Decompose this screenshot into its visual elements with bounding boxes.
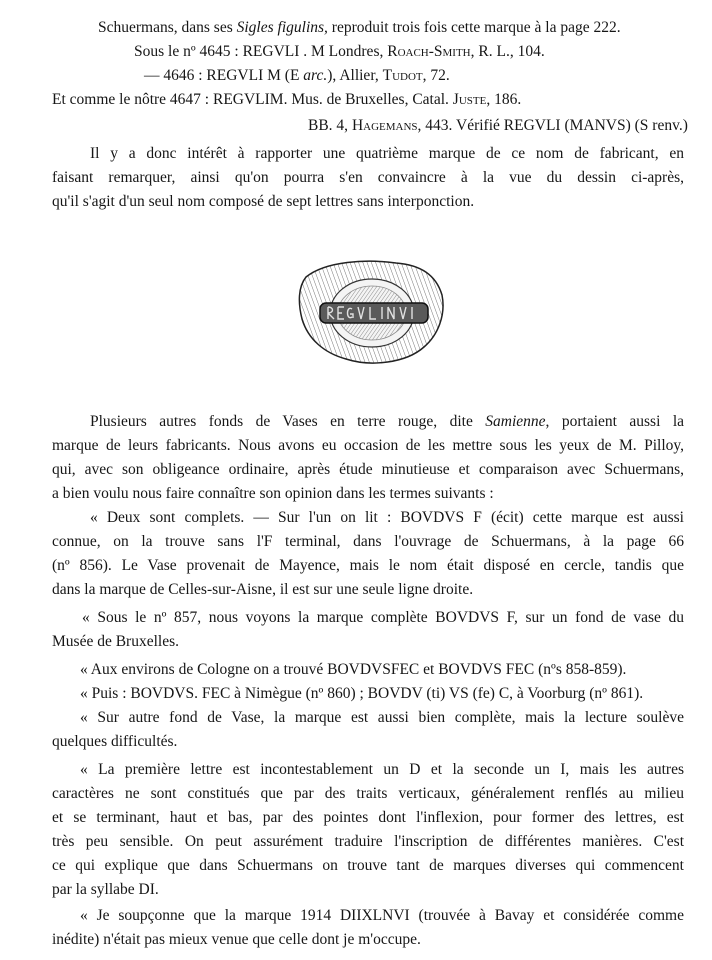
- quote-857-l2: [52, 632, 179, 652]
- quote-puis: [80, 684, 643, 704]
- text: caractères ne sont constitués que par des traits verticaux, généralement renflés au milieu: [52, 785, 684, 802]
- text: Plusieurs autres fonds de Vases en terre rouge, dite: [90, 413, 486, 430]
- text: « Puis : BOVDVS. FEC à Nimègue (nº 860) ; BOVDV (ti) VS (fe) C, à Voorburg (nº 861).: [80, 685, 644, 702]
- quote-sur-autre-l2: [52, 732, 177, 752]
- text: qu'il s'agit d'un seul nom composé de sept lettres sans interponction.: [52, 193, 475, 210]
- text: « Aux environs de Cologne on a trouvé BOVDVSFEC et BOVDVS FEC (nºs 858-859).: [80, 661, 627, 678]
- text: « Je soupçonne que la marque 1914 DIIXLNVI (trouvée à Bavay et considérée comme: [80, 907, 684, 924]
- quote-deux-l1: [52, 508, 684, 528]
- line-schuermans-ref: [98, 18, 621, 38]
- quote-sur-autre-l1: [52, 708, 684, 728]
- quote-deux-l4: [52, 580, 473, 600]
- text: quelques difficultés.: [52, 733, 178, 750]
- quote-premiere-l4: [52, 832, 684, 852]
- paragraph-plusieurs-l1: [52, 412, 684, 432]
- text: « La première lettre est incontestablement un D et la seconde un I, mais les autres: [80, 761, 684, 778]
- text: , 443. Vérifié REGVLI (MANVS) (S renv.): [417, 117, 688, 134]
- text: Musée de Bruxelles.: [52, 633, 179, 650]
- quote-deux-l2: [52, 532, 684, 552]
- text: Et comme le nôtre 4647 : REGVLIM. Mus. de Bruxelles, Catal.: [52, 91, 453, 108]
- text: et se terminant, haut et bas, par des pointes dont l'inflexion, pour former des lettres, est: [52, 809, 684, 826]
- text: Il y a donc intérêt à rapporter une quatrième marque de ce nom de fabricant, en: [90, 145, 684, 162]
- quote-premiere-l5: [52, 856, 684, 876]
- author-name: Roach-Smith: [387, 43, 471, 60]
- text: par la syllabe DI.: [52, 881, 159, 898]
- text: Sous le nº 4645 : REGVLI . M Londres,: [134, 43, 388, 60]
- text: marque de leurs fabricants. Nous avons eu occasion de les mettre sous les yeux de M. Pilloy,: [52, 437, 684, 454]
- quote-premiere-l1: [52, 760, 684, 780]
- text: « Deux sont complets. — Sur l'un on lit : BOVDVS F (écit) cette marque est aussi: [90, 509, 684, 526]
- text: a bien voulu nous faire connaître son opinion dans les termes suivants :: [52, 485, 494, 502]
- text: , 72.: [422, 67, 450, 84]
- paragraph-plusieurs-l3: [52, 460, 684, 480]
- paragraph-plusieurs-l2: [52, 436, 684, 456]
- quote-857-l1: [52, 608, 684, 628]
- text: ce qui explique que dans Schuermans on trouve tant de marques diverses qui commencent: [52, 857, 684, 874]
- quote-soupconne-l2: [52, 930, 421, 950]
- text: , R. L., 104.: [470, 43, 545, 60]
- text: connue, on la trouve sans l'F terminal, dans l'ouvrage de Schuermans, à la page 66: [52, 533, 684, 550]
- term-samienne: Samienne: [485, 413, 546, 430]
- paragraph-interet: [52, 144, 684, 164]
- book-title: Sigles figulins,: [236, 19, 328, 36]
- text: qui, avec son obligeance ordinaire, après étude minutieuse et comparaison avec Schuermans,: [52, 461, 684, 478]
- potter-stamp-drawing: [296, 255, 446, 370]
- quote-cologne: [80, 660, 626, 680]
- text: — 4646 : REGVLI M (E: [144, 67, 304, 84]
- text: très peu sensible. On peut assurément traduire l'inscription de différentes manières. C'est: [52, 833, 684, 850]
- paragraph-interet-line2: [52, 168, 684, 188]
- line-entry-4647: [52, 90, 521, 110]
- line-bb4-hagemans: [308, 116, 688, 136]
- text: « Sur autre fond de Vase, la marque est aussi bien complète, mais la lecture soulève: [80, 709, 684, 726]
- paragraph-plusieurs-l4: [52, 484, 494, 504]
- author-name: Juste: [452, 91, 487, 108]
- text: , 186.: [486, 91, 522, 108]
- text: , portaient aussi la: [545, 413, 684, 430]
- author-name: Hagemans: [351, 117, 418, 134]
- text: faisant remarquer, ainsi qu'on pourra s'en convaincre à la vue du dessin ci-après,: [52, 169, 684, 186]
- text: dans la marque de Celles-sur-Aisne, il est sur une seule ligne droite.: [52, 581, 474, 598]
- text: Schuermans, dans ses: [98, 19, 237, 36]
- abbrev: arc.: [303, 67, 328, 84]
- text: « Sous le nº 857, nous voyons la marque complète BOVDVS F, sur un fond de vase du: [82, 609, 684, 626]
- quote-premiere-l6: [52, 880, 159, 900]
- quote-deux-l3: [52, 556, 684, 576]
- text: (nº 856). Le Vase provenait de Mayence, mais le nom était disposé en cercle, tandis que: [52, 557, 684, 574]
- paragraph-interet-line3: [52, 192, 474, 212]
- text: BB. 4,: [308, 117, 352, 134]
- quote-premiere-l3: [52, 808, 684, 828]
- text: ), Allier,: [327, 67, 383, 84]
- line-entry-4646: [144, 66, 450, 86]
- quote-soupconne-l1: [52, 906, 684, 926]
- text: reproduit trois fois cette marque à la page 222.: [327, 19, 621, 36]
- text: inédite) n'était pas mieux venue que celle dont je m'occupe.: [52, 931, 421, 948]
- author-name: Tudot: [382, 67, 423, 84]
- line-entry-4645: [134, 42, 545, 62]
- quote-premiere-l2: [52, 784, 684, 804]
